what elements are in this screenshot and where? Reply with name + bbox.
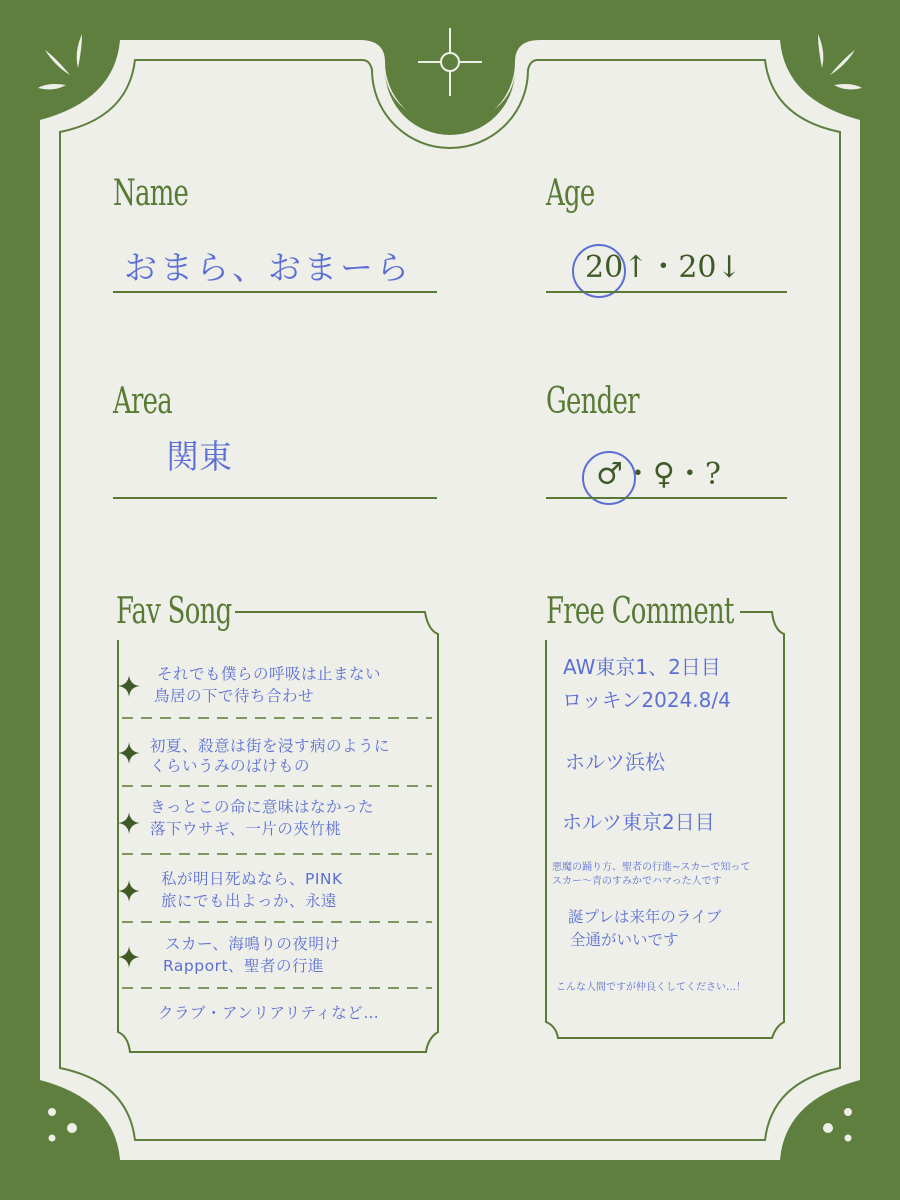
name-value: おまら、おまーら [124, 248, 412, 287]
sparkle-icon [118, 742, 140, 764]
gender-separator: ・ [674, 457, 705, 492]
name-underline [113, 291, 437, 293]
name-heading: Name [113, 173, 189, 214]
sparkle-icon [118, 880, 140, 902]
free-comment-heading: Free Comment [546, 591, 734, 632]
song-item-2-line-2: くらいうみのばけもの [150, 757, 311, 775]
gender-option-male[interactable]: ♂ [596, 457, 623, 492]
age-selection-circle [572, 244, 626, 298]
comment-line-1: AW東京1、2日目 [563, 655, 721, 679]
age-option-over-20[interactable]: 20↑ [585, 250, 649, 285]
sparkle-icon [118, 946, 140, 968]
sparkle-icon [118, 812, 140, 834]
song-item-3-line-2: 落下ウサギ、一片の夾竹桃 [150, 820, 342, 838]
gender-option-other[interactable]: ? [704, 457, 721, 492]
song-item-4-line-2: 旅にでも出よっか、永遠 [161, 892, 338, 910]
song-item-1-line-1: それでも僕らの呼吸は止まない [157, 665, 382, 683]
song-item-5-line-1: スカー、海鳴りの夜明け [165, 935, 341, 953]
song-item-2-line-1: 初夏、殺意は街を浸す病のように [150, 737, 391, 755]
song-item-4-line-1: 私が明日死ぬなら、PINK [161, 870, 343, 888]
area-underline [113, 497, 437, 499]
fav-song-heading: Fav Song [116, 591, 232, 632]
gender-option-female[interactable]: ♀ [652, 457, 675, 492]
age-separator: ・ [648, 250, 679, 285]
area-value: 関東 [166, 437, 232, 476]
song-item-1-line-2: 鳥居の下で待ち合わせ [154, 687, 315, 705]
comment-closing: こんな人間ですが仲良くしてください…！ [556, 982, 746, 993]
gender-underline [546, 497, 787, 499]
gender-separator: ・ [622, 457, 653, 492]
age-heading: Age [546, 173, 595, 214]
song-item-5-line-2: Rapport、聖者の行進 [163, 957, 325, 975]
sparkle-icon [118, 675, 140, 697]
comment-mid-line-1: 誕プレは来年のライブ [568, 908, 722, 926]
comment-line-3: ホルツ浜松 [565, 750, 665, 774]
comment-mid-line-2: 全通がいいです [570, 931, 679, 949]
song-list-footer: クラブ・アンリアリティなど… [158, 1004, 380, 1022]
gender-heading: Gender [546, 381, 639, 422]
age-underline [546, 291, 787, 293]
comment-small-line-1: 悪魔の踊り方、聖者の行進~スカーで知って [552, 862, 751, 873]
comment-line-2: ロッキン2024.8/4 [562, 688, 731, 712]
comment-small-line-2: スカー〜青のすみかでハマった人です [552, 876, 722, 887]
area-heading: Area [113, 381, 173, 422]
comment-line-4: ホルツ東京2日目 [562, 810, 715, 834]
age-option-under-20[interactable]: 20↓ [678, 250, 742, 285]
song-item-3-line-1: きっとこの命に意味はなかった [150, 798, 375, 816]
